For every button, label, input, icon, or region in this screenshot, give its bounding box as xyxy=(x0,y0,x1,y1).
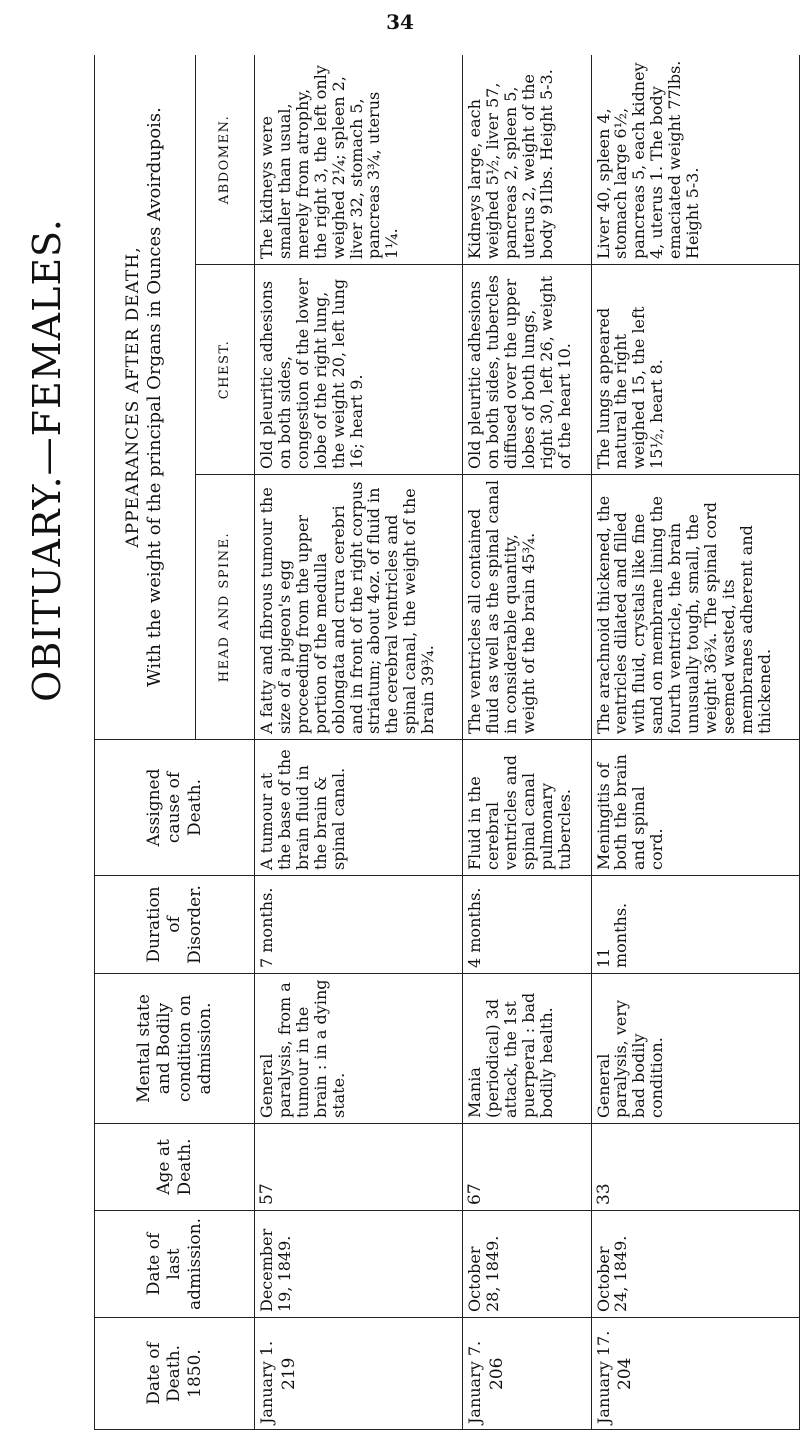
abdomen-cell: Kidneys large, each weighed 5½, liver 57, pancreas 2, spleen 5, uterus 2, weight of the body 91lbs. Height 5-3. xyxy=(463,55,591,265)
appearances-title: APPEARANCES AFTER DEATH, xyxy=(123,246,144,548)
header-head-and-spine: HEAD AND SPINE. xyxy=(196,475,255,740)
last-admission-cell: October 28, 1849. xyxy=(463,1211,591,1318)
header-mental-state: Mental state and Bodily condition on admission. xyxy=(95,974,255,1124)
date-of-death: January 7. xyxy=(465,1340,485,1424)
duration-cell: 11 months. xyxy=(591,876,799,974)
assigned-cause-cell: Fluid in the cerebral ventricles and spinal canal pulmonary tubercles. xyxy=(463,740,591,876)
date-of-death-cell xyxy=(255,1318,463,1430)
page-number: 34 xyxy=(386,10,414,34)
date-of-death-cell xyxy=(463,1318,591,1430)
header-chest: CHEST. xyxy=(196,265,255,475)
side-title-text: OBITUARY.—FEMALES. xyxy=(25,218,69,702)
head-and-spine-cell: The ventricles all contained fluid as well as the spinal canal in considerable quantity, weight of the brain 45¾. xyxy=(463,475,591,740)
header-row-banner xyxy=(95,55,196,1430)
duration-cell: 7 months. xyxy=(255,876,463,974)
age-cell: 57 xyxy=(255,1124,463,1211)
appearances-banner xyxy=(95,55,196,740)
mental-state-cell: General paralysis, from a tumour in the brain : in a dying state. xyxy=(255,974,463,1124)
chest-cell: Old pleuritic adhesions on both sides, congestion of the lower lobe of the right lung, the weight 20, left lung 16; heart 9. xyxy=(255,265,463,475)
obituary-table-rotated xyxy=(94,55,800,1430)
header-assigned-cause: Assigned cause of Death. xyxy=(95,740,255,876)
date-of-death-cell xyxy=(591,1318,799,1430)
chest-cell: Old pleuritic adhesions on both sides, tubercles diffused over the upper lobes of both lungs, right 30, left 26, weight of the heart 10. xyxy=(463,265,591,475)
head-and-spine-cell: The arachnoid thickened, the ventricles dilated and filled with fluid, crystals like fine sand on membrane lining the fourth ventricle, the brain unusually tough, small, the weight 36¾. The spinal cord seemed wasted, its membranes adherent and thickened. xyxy=(591,475,799,740)
assigned-cause-cell: A tumour at the base of the brain fluid in the brain & spinal canal. xyxy=(255,740,463,876)
mental-state-cell: General paralysis, very bad bodily condition. xyxy=(591,974,799,1124)
date-of-death: January 1. xyxy=(257,1340,276,1424)
age-cell: 67 xyxy=(463,1124,591,1211)
abdomen-cell: Liver 40, spleen 4, stomach large 6½, pancreas 5, each kidney 4, uterus 1. The body emaciated weight 77lbs. Height 5-3. xyxy=(591,55,799,265)
abdomen-cell: The kidneys were smaller than usual, merely from atrophy, the right 3, the left only weighed 2¼; spleen 2, liver 32, stomach 5, pancreas 3¾, uterus 1¼. xyxy=(255,55,463,265)
header-duration: Duration of Disorder. xyxy=(95,876,255,974)
header-age-at-death: Age at Death. xyxy=(95,1124,255,1211)
mental-state-cell: Mania (periodical) 3d attack, the 1st puerperal : bad bodily health. xyxy=(463,974,591,1124)
last-admission-cell: October 24, 1849. xyxy=(591,1211,799,1318)
side-title xyxy=(18,160,76,760)
case-number: 204 xyxy=(615,1357,636,1390)
obituary-table-frame xyxy=(94,55,800,1430)
header-abdomen: ABDOMEN. xyxy=(196,55,255,265)
assigned-cause-cell: Meningitis of both the brain and spinal cord. xyxy=(591,740,799,876)
case-number: 219 xyxy=(278,1357,299,1390)
head-and-spine-cell: A fatty and fibrous tumour the size of a pigeon's egg proceeding from the upper portion of the medulla oblongata and crura cerebri and in front of the right corpus striatum; about 4oz. of fluid in the cerebral ventricles and spinal canal, the weight of the brain 39¾. xyxy=(255,475,463,740)
appearances-subtitle: With the weight of the principal Organs in Ounces Avoirdupois. xyxy=(144,107,166,687)
header-date-of-last-admission: Date of last admission. xyxy=(95,1211,255,1318)
obituary-table xyxy=(94,55,800,1430)
date-of-death: January 17. xyxy=(593,1330,613,1424)
case-number: 206 xyxy=(487,1357,508,1390)
age-cell: 33 xyxy=(591,1124,799,1211)
table-row xyxy=(591,55,799,1430)
header-date-of-death: Date of Death. 1850. xyxy=(95,1318,255,1430)
table-row xyxy=(255,55,463,1430)
table-row xyxy=(463,55,591,1430)
duration-cell: 4 months. xyxy=(463,876,591,974)
chest-cell: The lungs appeared natural the right weighed 15, the left 15½, heart 8. xyxy=(591,265,799,475)
last-admission-cell: December 19, 1849. xyxy=(255,1211,463,1318)
